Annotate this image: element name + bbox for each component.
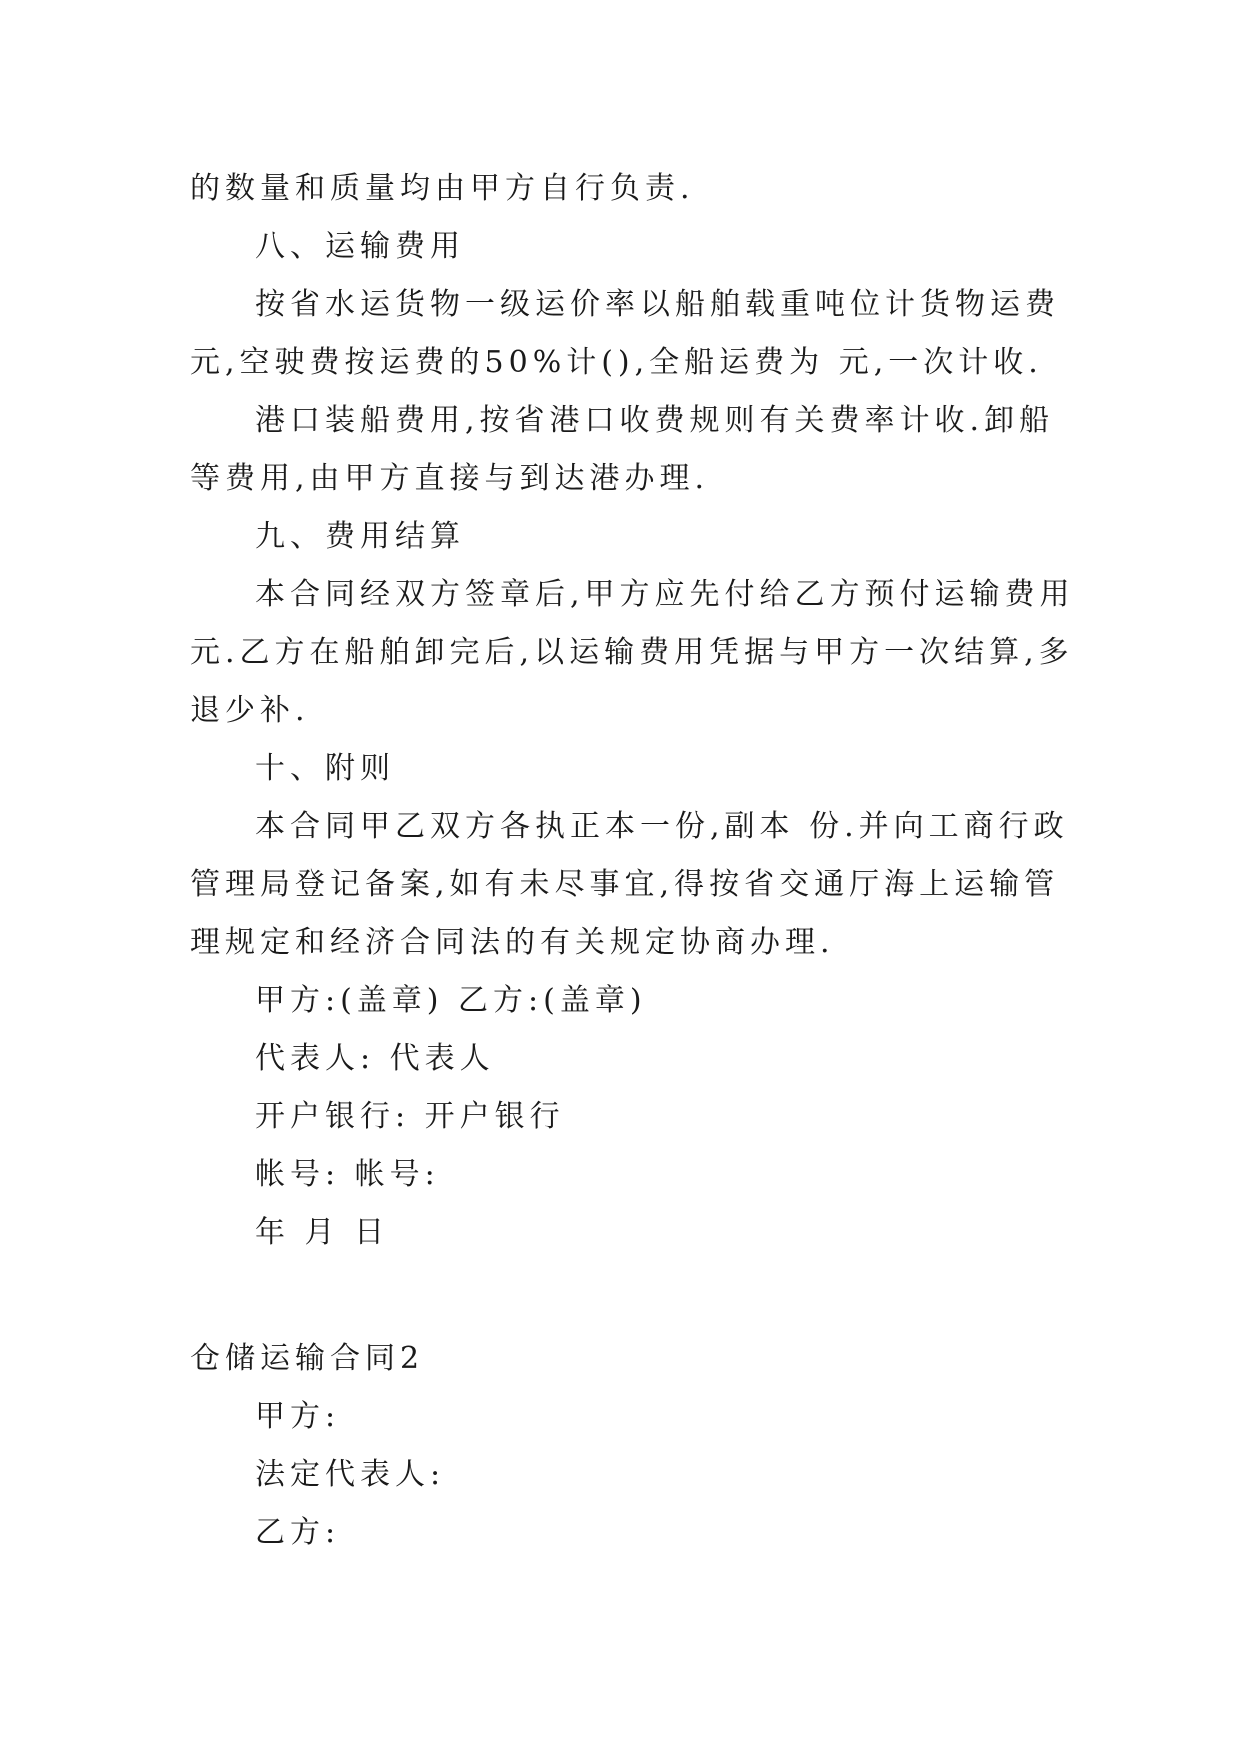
text-line: 开户银行: 开户银行: [255, 1099, 565, 1134]
text-line: 本合同经双方签章后,甲方应先付给乙方预付运输费用: [255, 577, 1075, 612]
text-line: 代表人: 代表人: [255, 1041, 495, 1076]
text-line: 等费用,由甲方直接与到达港办理.: [190, 461, 710, 496]
document-body: [190, 160, 1075, 1562]
text-line: 法定代表人:: [255, 1457, 446, 1492]
text-line: 退少补.: [190, 693, 310, 728]
section-gap: [190, 1262, 1052, 1330]
text-line: 甲方:(盖章) 乙方:(盖章): [255, 983, 647, 1018]
text-line: 本合同甲乙双方各执正本一份,副本 份.并向工商行政: [255, 809, 1069, 844]
text-line: 帐号: 帐号:: [255, 1157, 440, 1192]
text-line: 年 月 日: [255, 1215, 390, 1250]
text-line: 十、附则: [255, 751, 395, 786]
text-line: 仓储运输合同2: [190, 1341, 425, 1376]
text-line: 的数量和质量均由甲方自行负责.: [190, 171, 695, 206]
text-line: 管理局登记备案,如有未尽事宜,得按省交通厅海上运输管: [190, 867, 1060, 902]
text-line: 按省水运货物一级运价率以船舶载重吨位计货物运费: [255, 287, 1060, 322]
text-line: 甲方:: [255, 1399, 341, 1434]
text-line: 元,空驶费按运费的50%计(),全船运费为 元,一次计收.: [190, 345, 1043, 380]
text-line: 九、费用结算: [255, 519, 465, 554]
text-line: 理规定和经济合同法的有关规定协商办理.: [190, 925, 835, 960]
text-line: 港口装船费用,按省港口收费规则有关费率计收.卸船: [255, 403, 1055, 438]
text-line: 元.乙方在船舶卸完后,以运输费用凭据与甲方一次结算,多: [190, 635, 1074, 670]
text-line: 八、运输费用: [255, 229, 465, 264]
contract-2-section: [190, 1330, 1052, 1562]
text-line: 乙方:: [255, 1515, 341, 1550]
contract-closing-section: [190, 160, 1075, 1262]
